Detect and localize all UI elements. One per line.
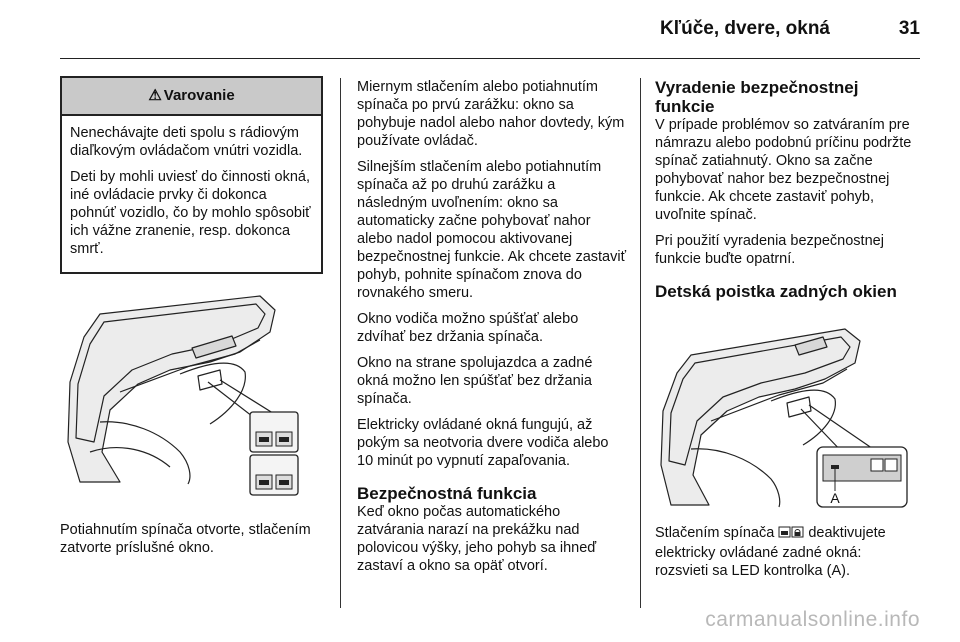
window-lock-icon: [778, 525, 804, 544]
child-lock-paragraph: [655, 524, 917, 580]
warning-body: [62, 116, 321, 272]
warning-box: [60, 76, 323, 274]
illustration-caption: Potiahnutím spínača otvorte, stlačením zatvorte príslušné okno.: [60, 522, 311, 556]
body-paragraph: Elektricky ovládané okná fungujú, až pokým sa neotvoria dvere vodiča alebo 10 minút po vypnutí zapaľovania.: [357, 417, 609, 469]
body-paragraph: Okno na strane spolujazdca a zadné okná možno len spúšťať bez držania spínača.: [357, 355, 593, 407]
body-paragraph: Pri použití vyradenia bezpečnostnej funkcie buďte opatrní.: [655, 233, 884, 267]
body-paragraph: Okno vodiča možno spúšťať alebo zdvíhať bez držania spínača.: [357, 311, 579, 345]
illustration-label-a: A: [830, 490, 840, 506]
column-divider-1: [340, 78, 341, 608]
child-lock-text-start: Stlačením spínača: [655, 525, 775, 541]
door-window-switch-illustration: [60, 292, 305, 497]
header-divider: [60, 58, 920, 59]
column-3: [655, 78, 917, 588]
watermark: carmanualsonline.info: [705, 608, 920, 631]
page-number: 31: [898, 18, 920, 39]
column-2: [357, 78, 627, 583]
child-lock-text-end: deaktivujete elektricky ovládané zadné okná: rozsvieti sa LED kontrolka (A).: [655, 525, 886, 579]
body-paragraph: Silnejším stlačením alebo potiahnutím spínača až po druhú zarážku a následným uvoľnením: okno sa automaticky začne pohybovať nahor alebo nadol pomocou aktivovanej bezpečnostnej funkcie. Ak chcete zastaviť pohyb, pohnite spínačom znova do rovnakého smeru.: [357, 159, 627, 301]
body-paragraph: Miernym stlačením alebo potiahnutím spínača po prvú zarážku: okno sa pohybuje nadol alebo nahor dovtedy, kým používate ovládač.: [357, 79, 625, 149]
warning-triangle-icon: ⚠: [148, 87, 162, 104]
safety-paragraph: Keď okno počas automatického zatvárania narazí na prekážku nad polovicou výšky, jeho pohyb sa ihneď zastaví a okno sa opäť otvorí.: [357, 504, 597, 574]
child-lock-illustration: [655, 315, 910, 510]
section-heading-child-lock: Detská poistka zadných okien: [655, 282, 897, 301]
page-header-title: Kľúče, dvere, okná: [660, 18, 830, 39]
warning-title: Varovanie: [163, 87, 235, 104]
column-divider-2: [640, 78, 641, 608]
warning-header: [62, 78, 321, 116]
warning-paragraph: Deti by mohli uviesť do činnosti okná, iné ovládacie prvky či dokonca pohnúť vozidlo, čo by mohlo spôsobiť ich vážne zranenie, resp. dokonca smrť.: [70, 169, 311, 257]
warning-paragraph: Nenechávajte deti spolu s rádiovým diaľkovým ovládačom vnútri vozidla.: [70, 125, 303, 159]
body-paragraph: V prípade problémov so zatváraním pre námrazu alebo podobnú príčinu podržte spínač zatiahnutý. Okno sa začne pohybovať nahor bez bezpečnostnej funkcie. Ak chcete zastaviť pohyb, uvoľnite spínač.: [655, 117, 912, 223]
column-1: [60, 76, 323, 565]
section-heading-safety: Bezpečnostná funkcia: [357, 484, 537, 503]
section-heading-disable-safety: Vyradenie bezpečnostnej funkcie: [655, 78, 859, 116]
